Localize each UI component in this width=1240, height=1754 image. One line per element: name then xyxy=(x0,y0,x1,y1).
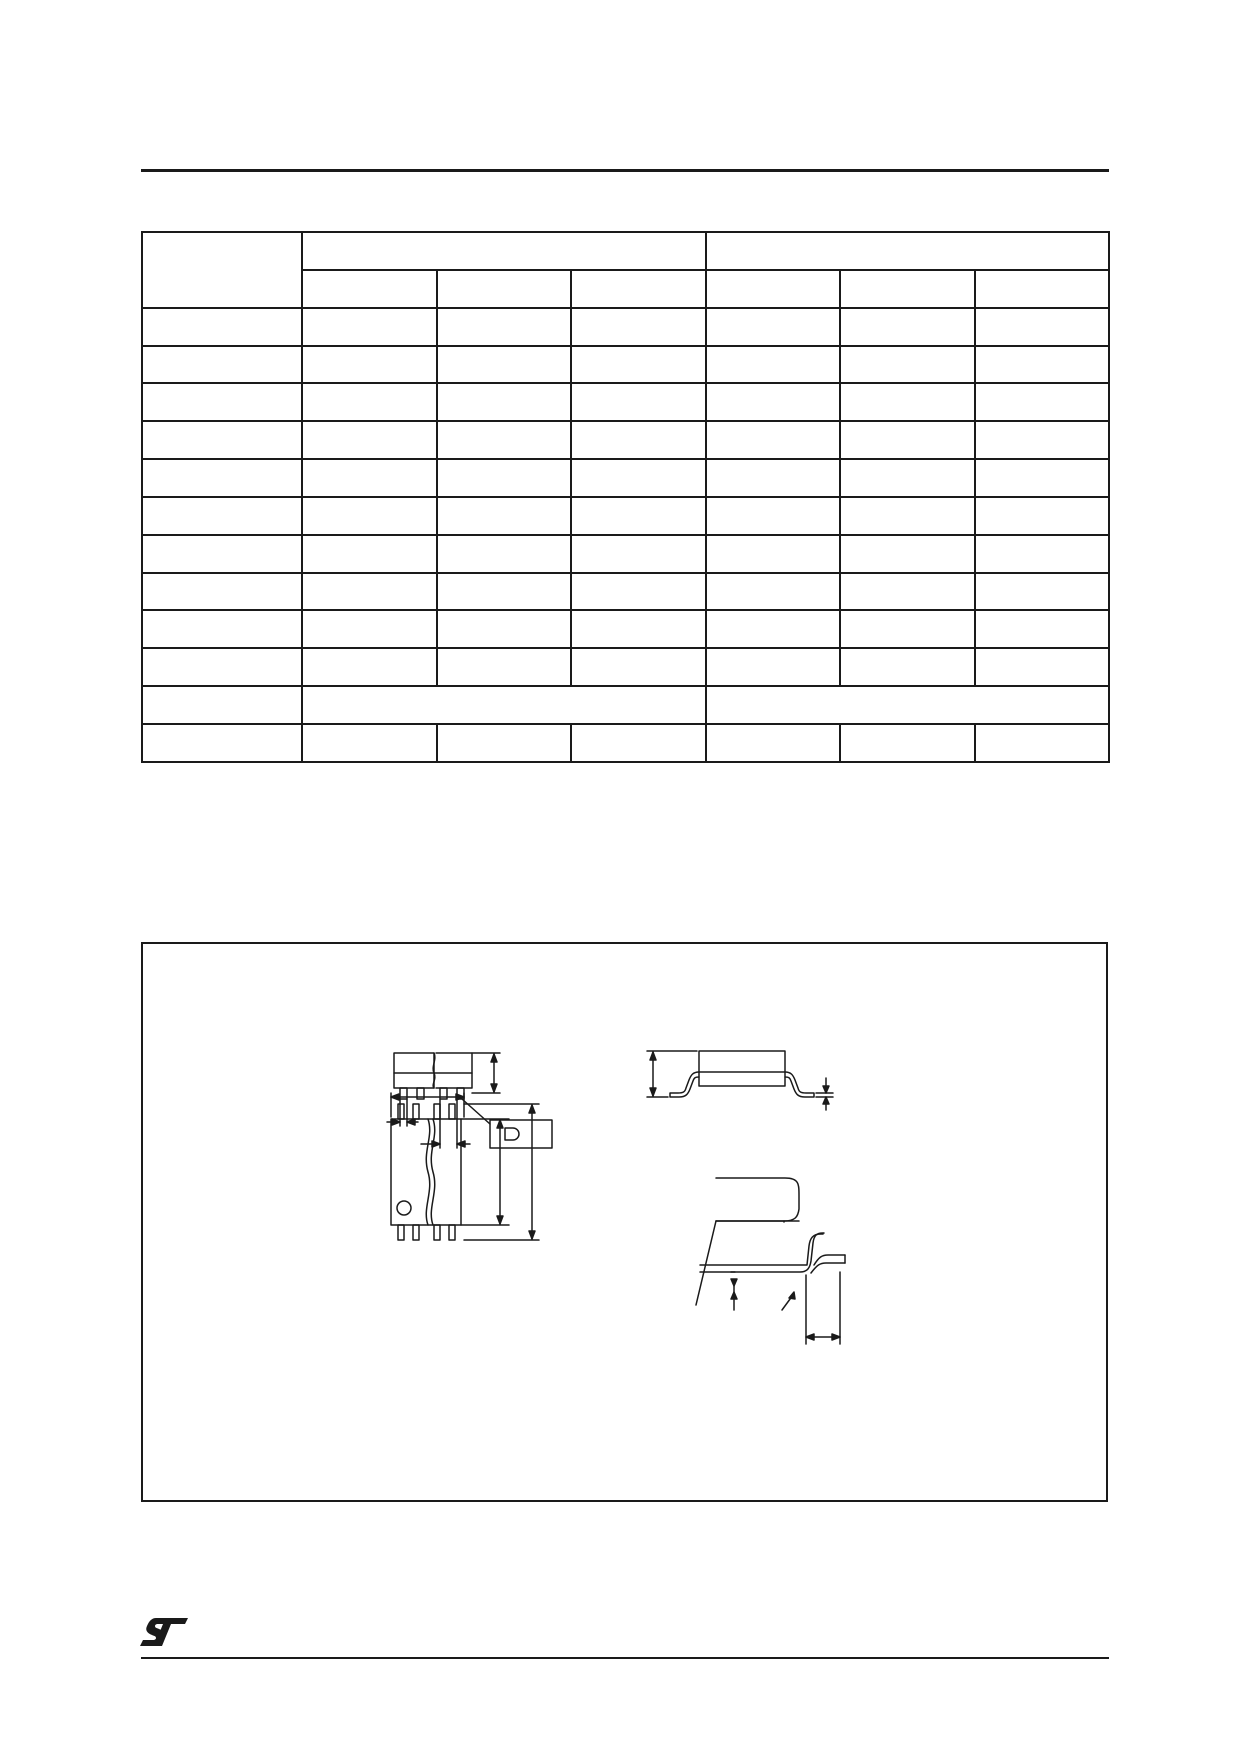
table-cell xyxy=(571,346,706,384)
table-cell xyxy=(437,421,572,459)
table-cell xyxy=(571,459,706,497)
st-logo-icon xyxy=(140,1616,192,1648)
table-cell xyxy=(840,421,975,459)
table-cell xyxy=(706,383,841,421)
table-row xyxy=(142,308,1109,346)
table-cell xyxy=(142,497,302,535)
table-cell xyxy=(437,610,572,648)
table-cell xyxy=(142,535,302,573)
table-cell xyxy=(437,308,572,346)
table-cell xyxy=(571,573,706,611)
table-cell xyxy=(840,497,975,535)
table-cell xyxy=(840,308,975,346)
table-subheader-cell xyxy=(840,270,975,308)
table-cell xyxy=(706,497,841,535)
table-cell xyxy=(571,724,706,762)
table-cell xyxy=(571,535,706,573)
table-cell xyxy=(706,459,841,497)
table-subheader-cell xyxy=(706,270,841,308)
table-cell xyxy=(706,724,841,762)
table-row xyxy=(142,383,1109,421)
package-dimensions-table xyxy=(141,231,1110,763)
table-cell xyxy=(571,308,706,346)
table-cell xyxy=(975,383,1110,421)
table-cell xyxy=(302,383,437,421)
table-cell xyxy=(975,346,1110,384)
table-cell xyxy=(706,421,841,459)
table-cell xyxy=(302,648,437,686)
table-cell xyxy=(302,459,437,497)
table-cell xyxy=(437,383,572,421)
table-header-group-cell xyxy=(302,232,706,270)
table-cell xyxy=(840,535,975,573)
table-cell xyxy=(975,421,1110,459)
table-row xyxy=(142,573,1109,611)
package-outline-drawing-frame xyxy=(141,942,1108,1502)
table-cell xyxy=(840,346,975,384)
table-cell xyxy=(437,648,572,686)
table-cell xyxy=(706,346,841,384)
table-cell xyxy=(975,535,1110,573)
table-cell xyxy=(302,535,437,573)
table-cell xyxy=(706,535,841,573)
table-cell xyxy=(302,497,437,535)
table-cell xyxy=(142,610,302,648)
table-row xyxy=(142,648,1109,686)
table-cell xyxy=(302,724,437,762)
table-cell xyxy=(302,308,437,346)
table-row xyxy=(142,421,1109,459)
table-cell xyxy=(840,610,975,648)
table-cell xyxy=(302,686,706,724)
table-cell xyxy=(302,421,437,459)
table-cell xyxy=(571,497,706,535)
table-cell xyxy=(302,610,437,648)
table-cell xyxy=(142,724,302,762)
table-cell xyxy=(571,610,706,648)
table-cell xyxy=(840,383,975,421)
table-cell xyxy=(437,535,572,573)
table-cell xyxy=(142,346,302,384)
table-cell xyxy=(571,383,706,421)
table-row-merged xyxy=(142,686,1109,724)
header-rule xyxy=(141,169,1109,172)
table-cell xyxy=(706,610,841,648)
table-subheader-cell xyxy=(437,270,572,308)
table-cell xyxy=(571,648,706,686)
table-row xyxy=(142,346,1109,384)
table-cell xyxy=(840,648,975,686)
table-cell xyxy=(437,724,572,762)
table-row xyxy=(142,459,1109,497)
table-cell xyxy=(142,648,302,686)
table-cell xyxy=(142,308,302,346)
table-row xyxy=(142,497,1109,535)
table-header-cell xyxy=(142,232,302,308)
table-cell xyxy=(975,497,1110,535)
table-cell xyxy=(706,686,1110,724)
table-cell xyxy=(840,459,975,497)
table-cell xyxy=(142,686,302,724)
table-cell xyxy=(840,573,975,611)
table-cell xyxy=(975,610,1110,648)
table-subheader-cell xyxy=(302,270,437,308)
table-cell xyxy=(437,459,572,497)
table-cell xyxy=(706,573,841,611)
table-subheader-cell xyxy=(571,270,706,308)
table-cell xyxy=(975,724,1110,762)
table-cell xyxy=(142,421,302,459)
table-cell xyxy=(975,573,1110,611)
table-row xyxy=(142,610,1109,648)
table-cell xyxy=(437,573,572,611)
table-cell xyxy=(706,308,841,346)
table-row xyxy=(142,724,1109,762)
table-header-row xyxy=(142,232,1109,270)
table-cell xyxy=(302,346,437,384)
table-cell xyxy=(706,648,841,686)
table-row xyxy=(142,535,1109,573)
table-cell xyxy=(142,573,302,611)
table-cell xyxy=(571,421,706,459)
table-header-group-cell xyxy=(706,232,1110,270)
table-cell xyxy=(840,724,975,762)
table-cell xyxy=(975,459,1110,497)
table-subheader-cell xyxy=(975,270,1110,308)
table-cell xyxy=(437,346,572,384)
table-cell xyxy=(142,459,302,497)
footer-rule xyxy=(141,1657,1109,1659)
table-cell xyxy=(437,497,572,535)
table-cell xyxy=(142,383,302,421)
table-cell xyxy=(302,573,437,611)
table-cell xyxy=(975,308,1110,346)
table-cell xyxy=(975,648,1110,686)
